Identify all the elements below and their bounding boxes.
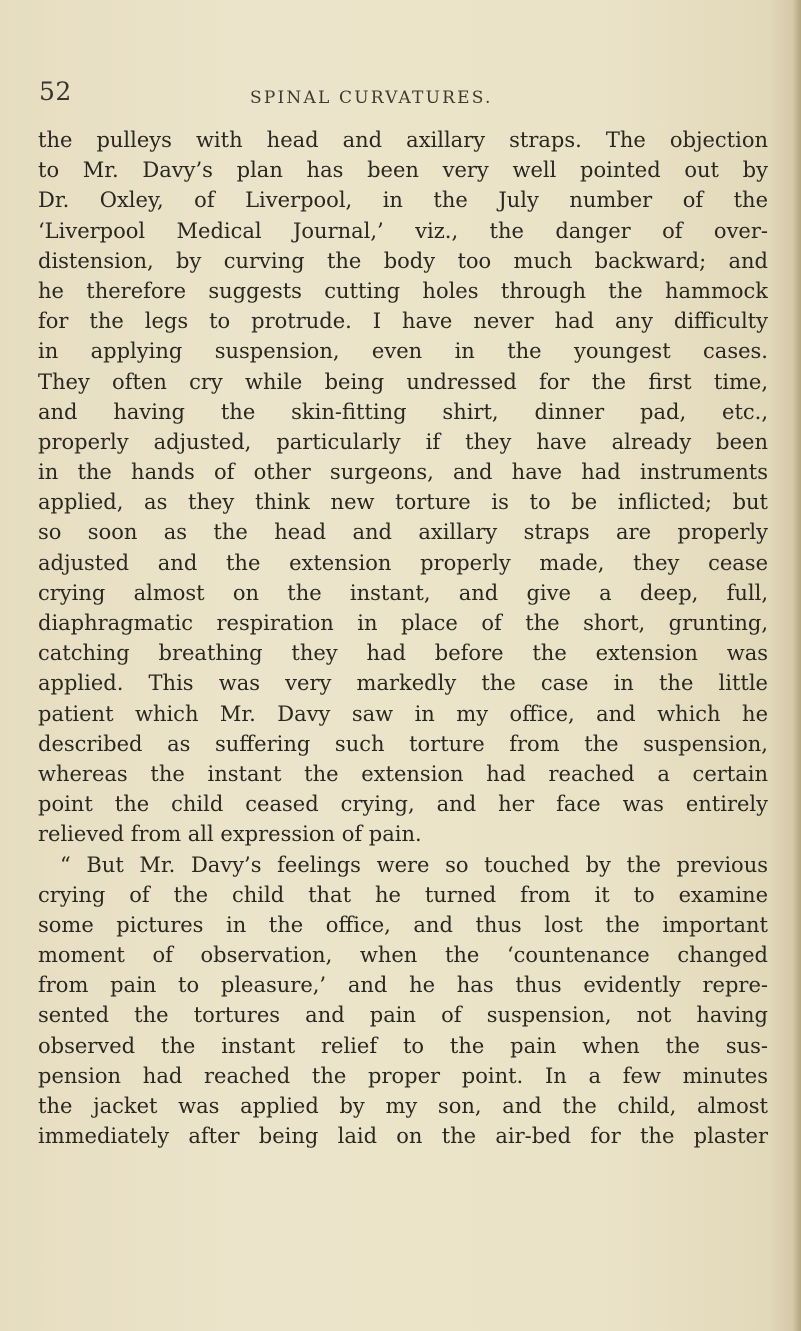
text-line: described as suffering such torture from the suspension, <box>38 731 768 756</box>
text-line: relieved from all expression of pain. <box>38 822 422 847</box>
text-line: They often cry while being undressed for the first time, <box>38 369 768 394</box>
text-line: applied. This was very markedly the case in the little <box>38 671 768 696</box>
text-line: crying almost on the instant, and give a deep, full, <box>38 580 768 605</box>
text-line: moment of observation, when the ‘countenance changed <box>38 943 768 968</box>
text-line: in applying suspension, even in the youngest cases. <box>38 339 768 364</box>
text-line: point the child ceased crying, and her face was entirely <box>38 792 768 817</box>
text-line: Dr. Oxley, of Liverpool, in the July number of the <box>38 188 768 213</box>
text-line: distension, by curving the body too much backward; and <box>38 248 768 273</box>
page-edge-shadow <box>793 0 801 1331</box>
text-line: he therefore suggests cutting holes through the hammock <box>38 278 768 303</box>
text-line: crying of the child that he turned from it to examine <box>38 882 768 907</box>
text-line: observed the instant relief to the pain when the sus- <box>38 1033 768 1058</box>
text-line: so soon as the head and axillary straps are properly <box>38 520 768 545</box>
text-line: patient which Mr. Davy saw in my office, and which he <box>38 701 768 726</box>
text-line: sented the tortures and pain of suspension, not having <box>38 1003 768 1028</box>
text-line: the jacket was applied by my son, and the child, almost <box>38 1094 768 1118</box>
text-line: immediately after being laid on the air-bed for the plaster <box>38 1124 768 1149</box>
text-line: catching breathing they had before the extension was <box>38 641 768 666</box>
text-line: applied, as they think new torture is to be inflicted; but <box>38 490 768 515</box>
text-line: ‘Liverpool Medical Journal,’ viz., the danger of over- <box>38 218 768 243</box>
text-line: for the legs to protrude. I have never had any difficulty <box>38 309 768 334</box>
text-line: diaphragmatic respiration in place of the short, grunting, <box>38 611 768 635</box>
text-line: in the hands of other surgeons, and have had instruments <box>38 460 768 485</box>
body-text <box>38 125 768 1151</box>
text-line: to Mr. Davy’s plan has been very well pointed out by <box>38 158 768 183</box>
page-number: 52 <box>39 77 72 106</box>
text-line: from pain to pleasure,’ and he has thus evidently repre- <box>38 973 768 998</box>
running-head: SPINAL CURVATURES. <box>250 88 493 108</box>
text-line: adjusted and the extension properly made, they cease <box>38 550 768 575</box>
text-line: and having the skin-fitting shirt, dinner pad, etc., <box>38 399 768 424</box>
text-line: properly adjusted, particularly if they have already been <box>38 429 768 454</box>
text-line: whereas the instant the extension had reached a certain <box>38 761 768 786</box>
text-line: pension had reached the proper point. In a few minutes <box>38 1063 768 1088</box>
text-line: some pictures in the office, and thus lost the important <box>38 912 768 937</box>
text-line: “ But Mr. Davy’s feelings were so touched by the previous <box>60 852 768 877</box>
text-line: the pulleys with head and axillary straps. The objection <box>38 128 768 152</box>
